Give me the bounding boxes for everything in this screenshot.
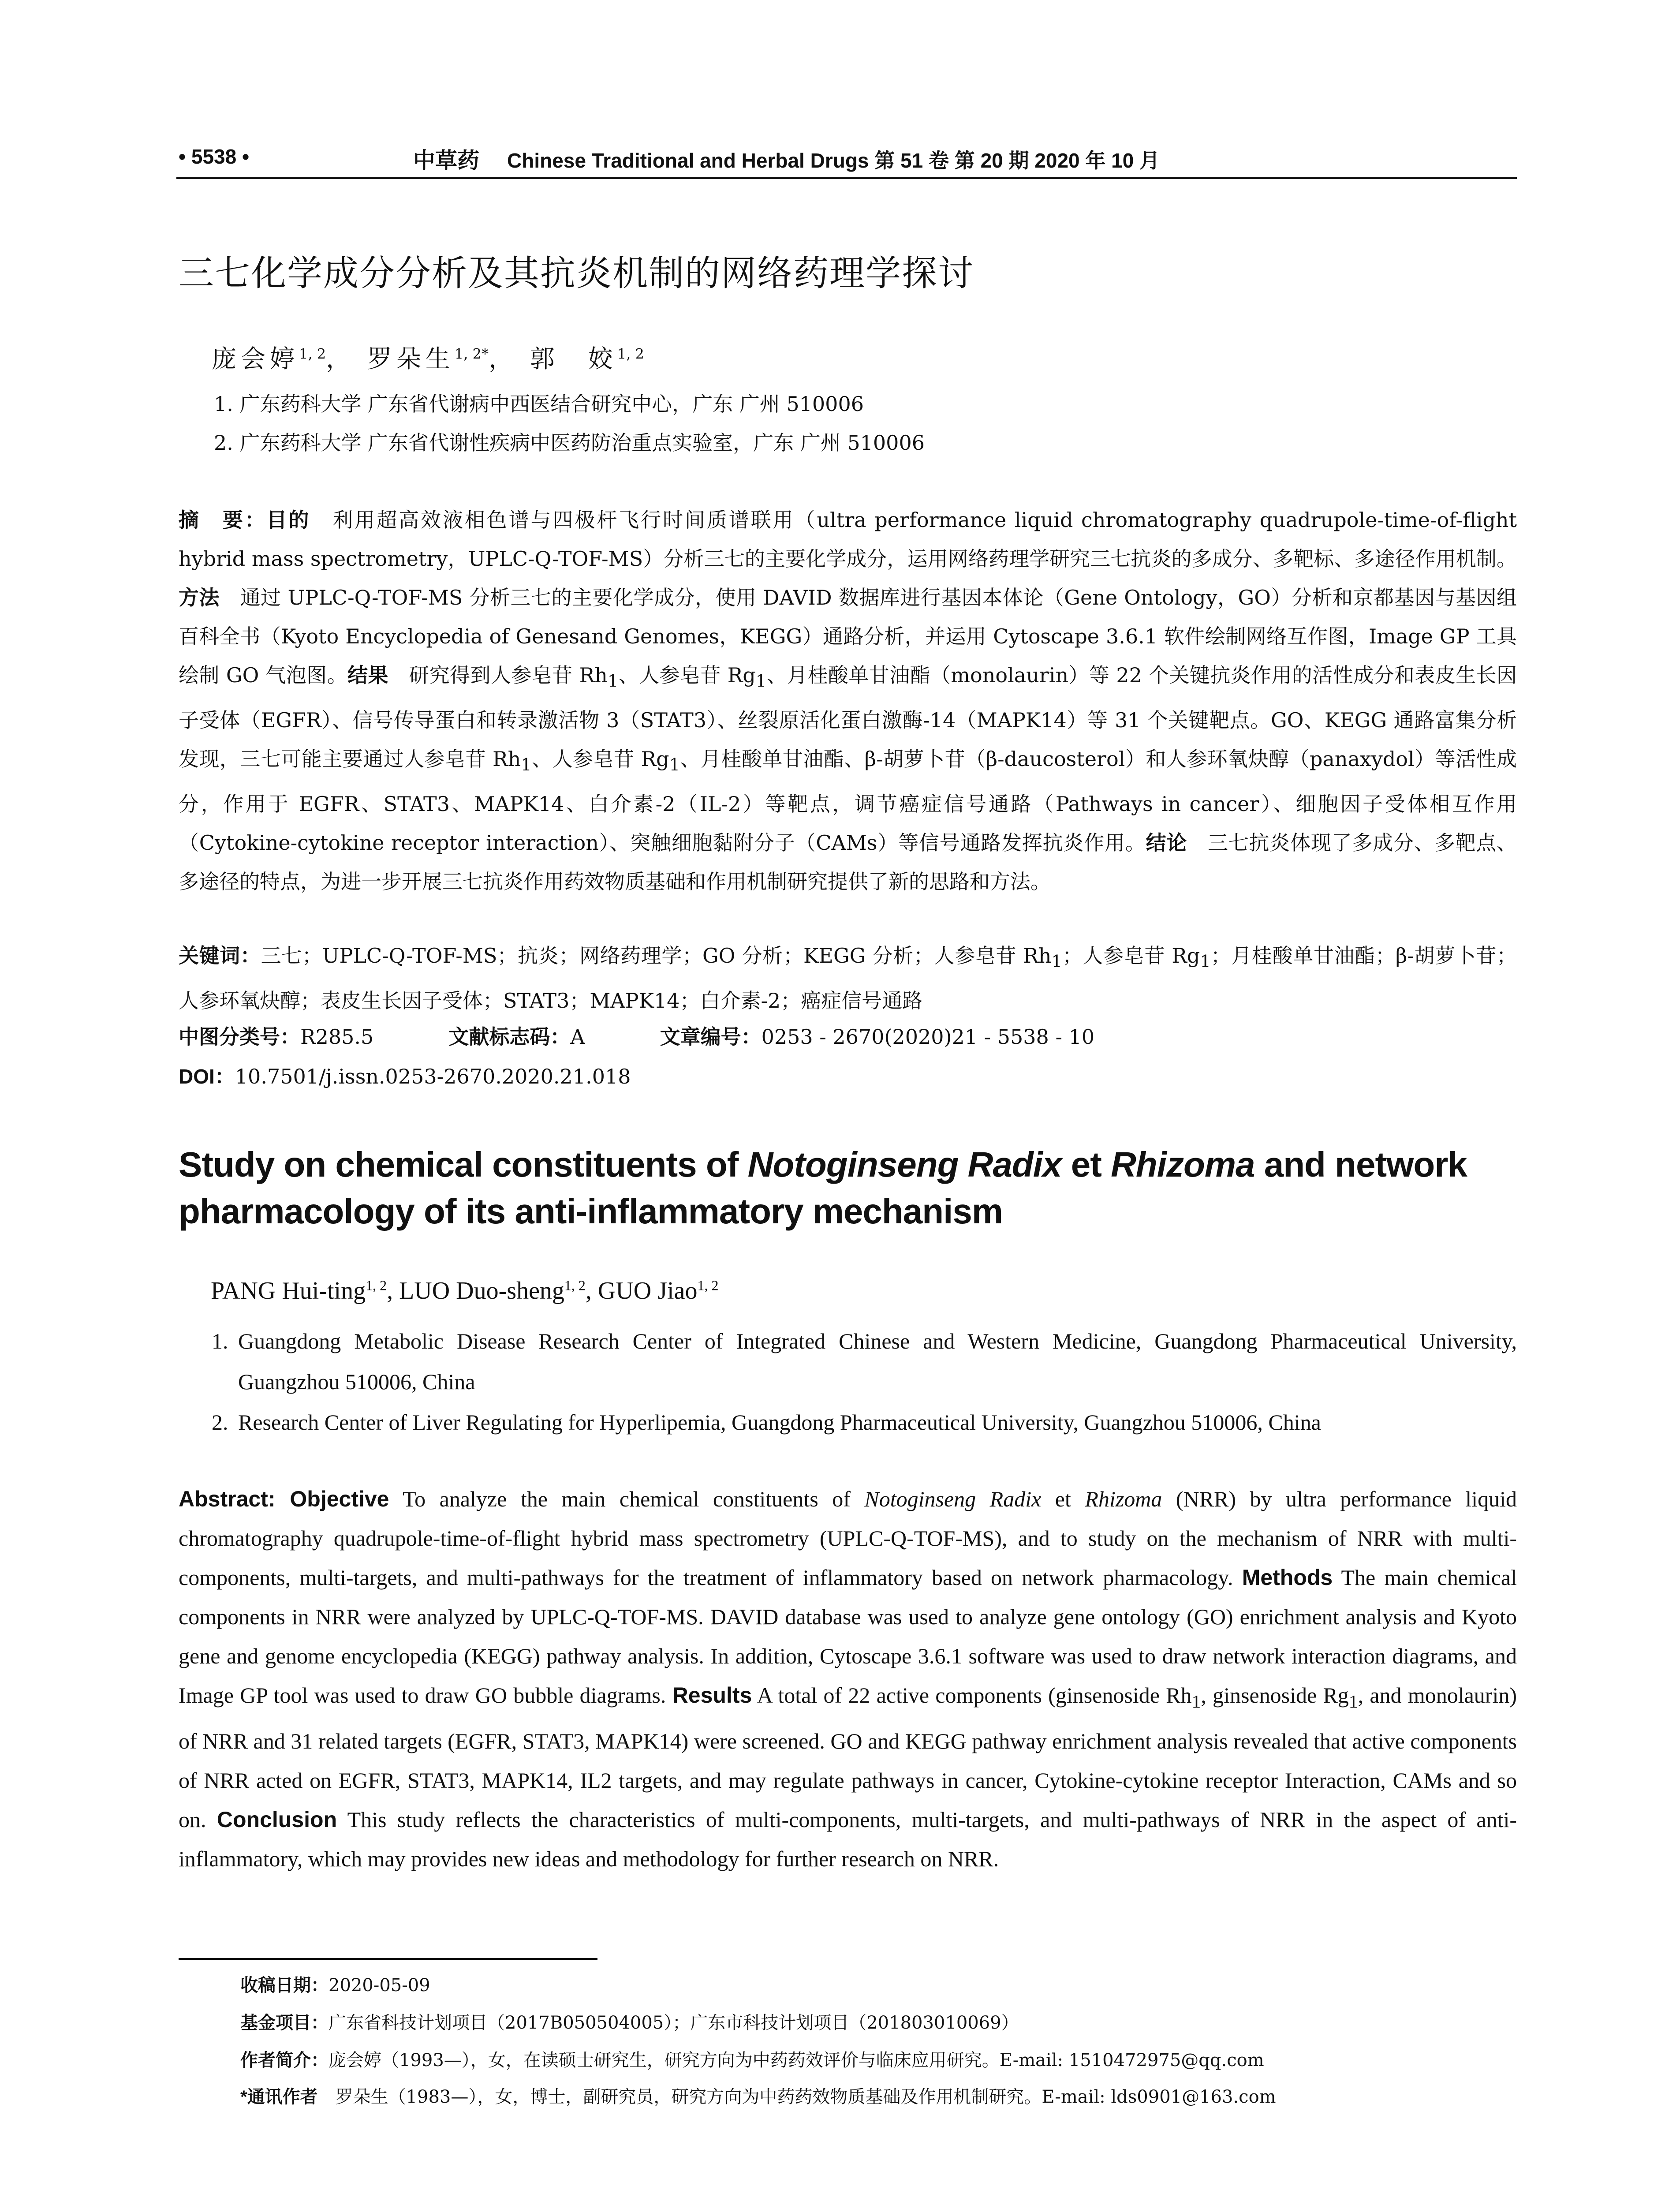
- en-objective-text: (NRR) by ultra performance liquid chromatography quadrupole-time-of-flight hybrid mass spectrometry (UPLC-Q-TOF-MS), and to study on the mechanism of NRR with multi-components, multi-targets, and multi-pathways for the treatment of inflammatory based on network pharmacology.: [179, 1487, 1517, 1590]
- subscript: 1: [1191, 1692, 1201, 1712]
- cls-value: R285.5: [300, 1025, 374, 1049]
- en-results-text: A total of 22 active components (ginsenoside Rh: [752, 1683, 1192, 1708]
- subscript: 1: [521, 755, 532, 775]
- en-affiliation-text: Research Center of Liver Regulating for Hyperlipemia, Guangdong Pharmaceutical University, Guangzhou 510006, China: [238, 1410, 1321, 1435]
- en-conclusion-label: Conclusion: [217, 1807, 337, 1832]
- cn-results-text: 、月桂酸单甘油酯、β-胡萝卜苷（β-daucosterol）和人参环氧炔醇（panaxydol）等活性成分，作用于 EGFR、STAT3、MAPK14、白介素-2（IL-2）等靶点，调节癌症信号通路（Pathways in cancer）、细胞因子受体相互作用（Cytokine-cytokine receptor interaction）、突触细胞黏附分子（CAMs）等信号通路发挥抗炎作用。: [179, 747, 1517, 855]
- cn-methods-label: 方法: [179, 586, 220, 609]
- cn-author-3: 郭 姣: [530, 345, 617, 374]
- subscript: 1: [1348, 1692, 1358, 1712]
- cn-author-2-sup: 1, 2*: [454, 345, 489, 363]
- en-affiliation-number: 1.: [212, 1329, 228, 1353]
- cn-keywords-text: ；人参皂苷 Rg: [1062, 944, 1200, 968]
- en-results-text: , ginsenoside Rg: [1201, 1683, 1349, 1708]
- cn-results-text: 研究得到人参皂苷 Rh: [388, 663, 608, 687]
- footnote-author-bio: [240, 2046, 1264, 2071]
- en-title-italic: Rhizoma: [1111, 1145, 1255, 1184]
- en-affiliation-1: [212, 1321, 1517, 1402]
- en-objective-text: et: [1041, 1487, 1085, 1511]
- footnote-text: 2020-05-09: [329, 1975, 430, 1996]
- article-number-label: 文章编号：: [660, 1025, 762, 1048]
- cn-results-text: 、人参皂苷 Rg: [618, 663, 756, 687]
- cn-conclusion-label: 结论: [1146, 831, 1187, 855]
- en-affiliation-number: 2.: [212, 1410, 228, 1435]
- cn-author-3-sup: 1, 2: [617, 345, 644, 363]
- cn-classification-line: [179, 1021, 1094, 1050]
- footnote-label: 作者简介：: [240, 2051, 329, 2070]
- footnote-rule: [179, 1958, 597, 1960]
- cn-title: 三七化学成分分析及其抗炎机制的网络药理学探讨: [179, 253, 974, 294]
- en-abstract: [179, 1480, 1517, 1879]
- en-author-2: LUO Duo-sheng: [399, 1277, 564, 1304]
- en-author-3: GUO Jiao: [597, 1277, 698, 1304]
- en-author-1: PANG Hui-ting: [211, 1277, 366, 1304]
- doc-code-label: 文献标志码：: [448, 1025, 571, 1048]
- footnote-text: 广东省科技计划项目（2017B050504005）；广东市科技计划项目（201803010069）: [329, 2013, 1019, 2033]
- en-authors: PANG Hui-ting$^{1, 2}$, LUO Duo-sheng$^{1, 2}$, GUO Jiao$^{1, 2}$: [211, 1277, 719, 1304]
- journal-name-cn: 中草药: [413, 148, 479, 173]
- en-conclusion-text: This study reflects the characteristics of multi-components, multi-targets, and multi-pathways of NRR in the aspect of anti-inflammatory, which may provides new ideas and methodology for further research on NRR.: [179, 1807, 1517, 1871]
- en-title-part: and network pharmacology of its anti-inflammatory mechanism: [179, 1145, 1467, 1231]
- cn-affiliation-1: 1. 广东药科大学 广东省代谢病中西医结合研究中心，广东 广州 510006: [214, 392, 864, 416]
- running-header: [179, 140, 1510, 176]
- page-number: • 5538 •: [179, 145, 250, 168]
- cn-keywords: [179, 936, 1517, 1020]
- cn-objective-text: 利用超高效液相色谱与四极杆飞行时间质谱联用（ultra performance liquid chromatography quadrupole-time-of-flight hybrid mass spectrometry，UPLC-Q-TOF-MS）分析三七的主要化学成分，运用网络药理学研究三七抗炎的多成分、多靶标、多途径作用机制。: [179, 508, 1517, 571]
- en-objective-text: To analyze the main chemical constituents of: [389, 1487, 865, 1511]
- en-methods-label: Methods: [1242, 1565, 1333, 1590]
- en-affiliation-text: Guangdong Metabolic Disease Research Center of Integrated Chinese and Western Medicine, Guangdong Pharmaceutical University, Guangzhou 510006, China: [238, 1329, 1517, 1394]
- en-title-part: et: [1061, 1145, 1111, 1184]
- en-author-3-sup: 1, 2: [697, 1277, 719, 1293]
- cn-author-1-sup: 1, 2: [299, 345, 326, 363]
- footnote-received: [240, 1971, 430, 1996]
- cn-objective-label: 目的: [266, 508, 311, 531]
- en-author-2-sup: 1, 2: [564, 1277, 586, 1293]
- en-title: [179, 1141, 1523, 1235]
- en-results-text: , and monolaurin) of NRR and 31 related targets (EGFR, STAT3, MAPK14) were screened. GO and KEGG pathway enrichment analysis revealed that active components of NRR acted on EGFR, STAT3, MAPK14, IL2 targets, and may regulate pathways in cancer, Cytokine-cytokine receptor Interaction, CAMs and so on.: [179, 1683, 1517, 1832]
- footnote-label: *通讯作者: [240, 2087, 318, 2107]
- en-affiliations: [212, 1321, 1517, 1443]
- en-italic-term: Notoginseng Radix: [864, 1487, 1042, 1511]
- en-objective-label: Abstract: Objective: [179, 1487, 389, 1511]
- cn-keywords-text: ；月桂酸单甘油酯；β-胡萝卜苷；人参环氧炔醇；表皮生长因子受体；STAT3；MAPK14；白介素-2；癌症信号通路: [179, 944, 1517, 1013]
- cn-abstract-label: 摘 要：: [179, 508, 267, 531]
- cn-conclusion-text: 三七抗炎体现了多成分、多靶点、多途径的特点，为进一步开展三七抗炎作用药效物质基础和作用机制研究提供了新的思路和方法。: [179, 831, 1517, 894]
- cn-authors: 庞会婷$^{1, 2}$， 罗朵生$^{1, 2*}$， 郭 姣$^{1, 2}$: [212, 345, 644, 374]
- footnote-funding: [240, 2009, 1019, 2034]
- cn-author-1: 庞会婷: [212, 345, 299, 374]
- cn-keywords-text: 三七；UPLC-Q-TOF-MS；抗炎；网络药理学；GO 分析；KEGG 分析；人参皂苷 Rh: [261, 944, 1052, 968]
- footnote-text: 庞会婷（1993—），女，在读硕士研究生，研究方向为中药药效评价与临床应用研究。E-mail: 1510472975@qq.com: [329, 2050, 1264, 2070]
- subscript: 1: [755, 671, 767, 691]
- doi-label: DOI：: [179, 1065, 235, 1088]
- doi-value: 10.7501/j.issn.0253-2670.2020.21.018: [235, 1065, 631, 1088]
- footnote-corresponding-author: [240, 2083, 1276, 2108]
- en-results-label: Results: [672, 1683, 752, 1708]
- footnote-label: 收稿日期：: [240, 1976, 329, 1995]
- subscript: 1: [669, 755, 680, 775]
- en-italic-term: Rhizoma: [1085, 1487, 1162, 1511]
- doc-code-value: A: [570, 1025, 585, 1049]
- article-number-value: 0253 - 2670(2020)21 - 5538 - 10: [761, 1025, 1095, 1049]
- cn-author-2: 罗朵生: [367, 345, 455, 374]
- subscript: 1: [1051, 952, 1062, 972]
- footnote-label: 基金项目：: [240, 2013, 329, 2033]
- en-author-1-sup: 1, 2: [366, 1277, 387, 1293]
- en-methods-text: The main chemical components in NRR were analyzed by UPLC-Q-TOF-MS. DAVID database was used to analyze gene ontology (GO) enrichment analysis and Kyoto gene and genome encyclopedia (KEGG) pathway analysis. In addition, Cytoscape 3.6.1 software was used to draw network interaction diagrams, and Image GP tool was used to draw GO bubble diagrams.: [179, 1565, 1517, 1708]
- doi-line: [179, 1061, 631, 1090]
- journal-issue: Chinese Traditional and Herbal Drugs 第 51 卷 第 20 期 2020 年 10 月: [507, 149, 1160, 172]
- en-title-part: Study on chemical constituents of: [179, 1145, 748, 1184]
- cn-results-label: 结果: [347, 664, 388, 687]
- cn-methods-text: 通过 UPLC-Q-TOF-MS 分析三七的主要化学成分，使用 DAVID 数据库进行基因本体论（Gene Ontology，GO）分析和京都基因与基因组百科全书（Kyoto Encyclopedia of Genesand Genomes，KEGG）通路分析，并运用 Cytoscape 3.6.1 软件绘制网络互作图，Image GP 工具绘制 GO 气泡图。: [179, 586, 1517, 687]
- header-rule: [176, 177, 1517, 179]
- en-title-italic: Notoginseng Radix: [747, 1145, 1062, 1184]
- cn-abstract: [179, 501, 1517, 901]
- cn-affiliation-2: 2. 广东药科大学 广东省代谢性疾病中医药防治重点实验室，广东 广州 510006: [214, 431, 925, 455]
- footnote-text: 罗朵生（1983—），女，博士，副研究员，研究方向为中药药效物质基础及作用机制研究。E-mail: lds0901@163.com: [317, 2087, 1276, 2107]
- en-affiliation-2: [212, 1402, 1517, 1443]
- subscript: 1: [607, 671, 619, 691]
- cn-results-text: 、人参皂苷 Rg: [531, 747, 669, 771]
- cn-results-text: 、月桂酸单甘油酯（monolaurin）等 22 个关键抗炎作用的活性成分和表皮生长因子受体（EGFR）、信号传导蛋白和转录激活物 3（STAT3）、丝裂原活化蛋白激酶-14（MAPK14）等 31 个关键靶点。GO、KEGG 通路富集分析发现，三七可能主要通过人参皂苷 Rh: [179, 663, 1517, 771]
- subscript: 1: [1200, 952, 1211, 972]
- cn-keywords-label: 关键词：: [179, 944, 261, 967]
- cls-label: 中图分类号：: [179, 1025, 300, 1048]
